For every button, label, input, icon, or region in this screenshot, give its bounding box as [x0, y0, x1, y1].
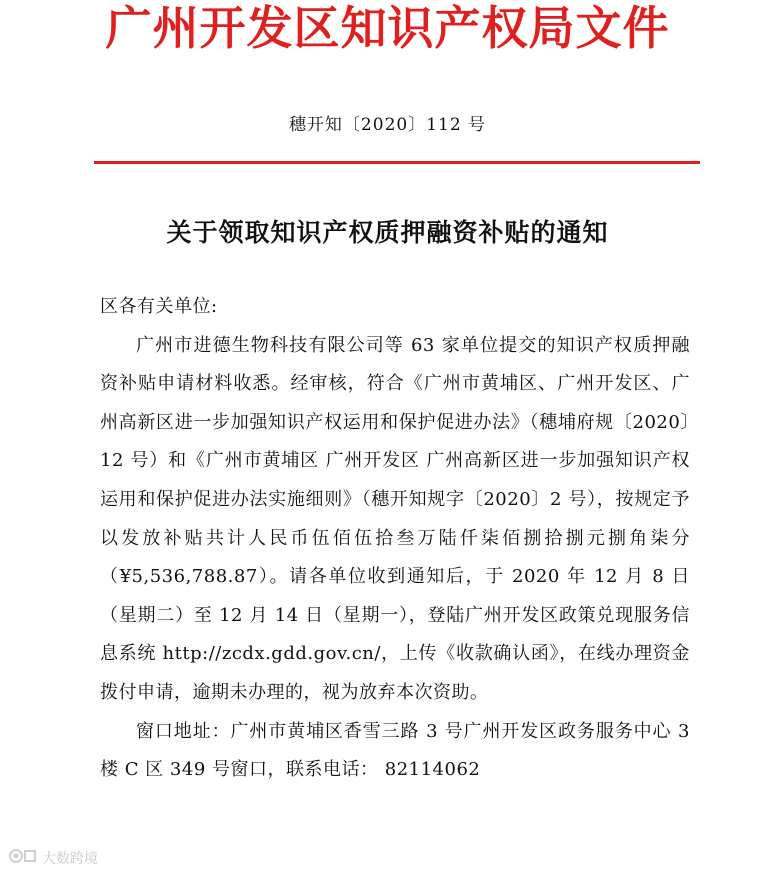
document-header — [0, 0, 775, 60]
body-paragraph-main: 广州市进德生物科技有限公司等 63 家单位提交的知识产权质押融资补贴申请材料收悉。经审核，符合《广州市黄埔区、广州开发区、广州高新区进一步加强知识产权运用和保护促进办法》（穗埔府规〔2020〕12 号）和《广州市黄埔区 广州开发区 广州高新区进一步加强知识产权运用和保护促进办法实施细则》（穗开知规字〔2020〕2 号），按规定予以发放补贴共计人民币伍佰伍拾叁万陆仟柒佰捌拾捌元捌角柒分（¥5,536,788.87）。请各单位收到通知后，于 2020 年 12 月 8 日（星期二）至 12 月 14 日（星期一），登陆广州开发区政策兑现服务信息系统 http://zcdx.gdd.gov.cn/，上传《收款确认函》，在线办理资金拨付申请，逾期未办理的，视为放弃本次资助。 — [100, 334, 690, 703]
body-paragraph-contact: 窗口地址：广州市黄埔区香雪三路 3 号广州开发区政务服务中心 3 楼 C 区 349 号窗口，联系电话： 82114062 — [100, 720, 690, 781]
red-divider-line — [94, 161, 700, 164]
issuing-authority-title: 广州开发区知识产权局文件 — [105, 1, 670, 55]
watermark-text: 大数跨境 — [42, 851, 98, 867]
document-body — [100, 288, 690, 790]
notice-title: 关于领取知识产权质押融资补贴的通知 — [166, 218, 609, 247]
salutation: 区各有关单位: — [100, 296, 218, 317]
document-number: 穗开知〔2020〕112 号 — [288, 115, 487, 135]
watermark — [8, 847, 98, 869]
camera-logo-icon — [8, 847, 38, 869]
